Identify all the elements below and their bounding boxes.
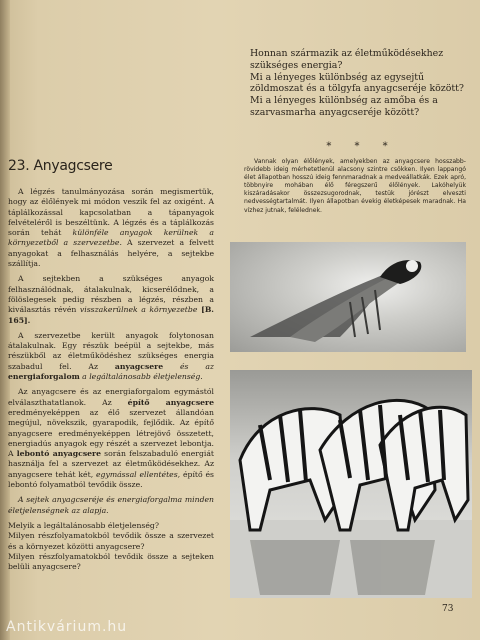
body-text-segment: a legáltalánosabb életjelenség. (79, 372, 203, 382)
body-text-segment: A sejtek anyagcseréje és energiaforgalma minden életjelenségnek az alapja. (8, 495, 214, 515)
body-paragraph (8, 331, 214, 382)
small-print-note: Vannak olyan élőlények, amelyekben az anyagcsere hosszabb-rövidebb ideig mérhetetlenül alacsony szintre csökken. Ilyen lappangó élet állapotban hosszú ideig fennmaradnak a medveállatkák. Ezek apró, többnyire mohában élő féregszerű élőlények. Lakóhelyük kiszáradásakor összezsugorodnak, testük jórészt elveszti nedvességtartalmát. Ilyen állapotban évekig életképesek maradnak. Ha vízhez jutnak, felélednek. (244, 158, 466, 214)
body-text-segment: építő anyagcsere (127, 397, 214, 407)
bird-illustration (230, 242, 466, 352)
zebra-illustration (230, 370, 472, 598)
bird-photo (230, 242, 466, 352)
body-text-segment: [B. 165]. (8, 305, 214, 325)
body-text-segment: A szervezet a felvett anyagokat a felhasználás helyére, a sejtekbe szállítja. (8, 238, 215, 269)
body-text-segment: visszakerülnek a környezetbe (79, 305, 198, 315)
body-paragraph (8, 274, 214, 325)
chapter-body (8, 187, 214, 572)
body-text-segment: és az (163, 361, 214, 371)
body-text-segment: A szervezetbe került anyagok folytonosan átalakulnak. Egy részük beépül a sejtekbe, más részükből az életműködéshez szükséges energia szabadul fel. Az (8, 330, 214, 371)
watermark-text: Antikvárium.hu (6, 619, 128, 635)
body-text-segment: lebontó anyagcsere (16, 449, 101, 459)
section-divider-stars: * * * (326, 141, 398, 152)
body-text-segment: építő és lebontó folyamatból tevődik össze. (8, 469, 214, 490)
zebra-photo (230, 370, 472, 598)
right-column (228, 0, 474, 640)
body-paragraph (8, 387, 214, 490)
body-text-segment: Az anyagcsere és az energiaforgalom egymástól elválaszthatatlanok. Az (8, 387, 214, 407)
review-question: Milyen részfolyamatokból tevődik össze a sejteken belüli anyagcsere? (8, 551, 214, 572)
body-text-segment: egymással ellentétes, (96, 469, 181, 479)
body-text-segment: anyagcsere (114, 361, 164, 371)
top-question: Honnan származik az életműködésekhez szükséges energia? (250, 48, 444, 71)
top-questions (250, 48, 474, 119)
body-text-segment: A sejtekben a szükséges anyagok felhasználódnak, átalakulnak, kicserélődnek, a fölöslegesek pedig részben a légzés, részben a kiválasztás révén (8, 274, 214, 315)
body-paragraph (8, 495, 214, 516)
body-text-segment: energiaforgalom (8, 372, 80, 382)
top-question: Mi a lényeges különbség az egysejtű zöldmoszat és a tölgyfa anyagcseréje között? (250, 71, 464, 95)
left-column (8, 0, 223, 640)
page-number: 73 (442, 604, 454, 614)
body-text-segment: különféle anyagok kerülnek a környezetből a szervezetbe. (8, 228, 214, 248)
body-paragraph (8, 187, 214, 269)
review-question: Milyen részfolyamatokból tevődik össze a szervezet és a környezet közötti anyagcsere? (8, 531, 214, 551)
body-text-segment: A légzés tanulmányozása során megismertük, hogy az élőlények mi módon veszik fel az oxigént. A táplálkozással kapcsolatban a tápanyagok felvételéről is beszéltünk. A légzés és a táplálkozás során tehát (8, 187, 214, 238)
body-text-segment: eredményeképpen az élő szervezet állandóan megújul, növekszik, gyarapodik, fejlődik. Az építő anyagcsere eredményeképpen létrejövő összetett, energiadús anyagok egy részét a szervezet lebontja. A (8, 407, 214, 459)
body-text-segment: során felszabaduló energiát használja fel a szervezet az életműködésekhez. Az anyagcsere tehát két, (8, 449, 214, 479)
review-question: Melyik a legáltalánosabb életjelenség? (8, 520, 159, 530)
top-question: Mi a lényeges különbség az amőba és a szarvasmarha anyagcseréje között? (250, 95, 438, 118)
chapter-heading: 23. Anyagcsere (8, 158, 113, 174)
